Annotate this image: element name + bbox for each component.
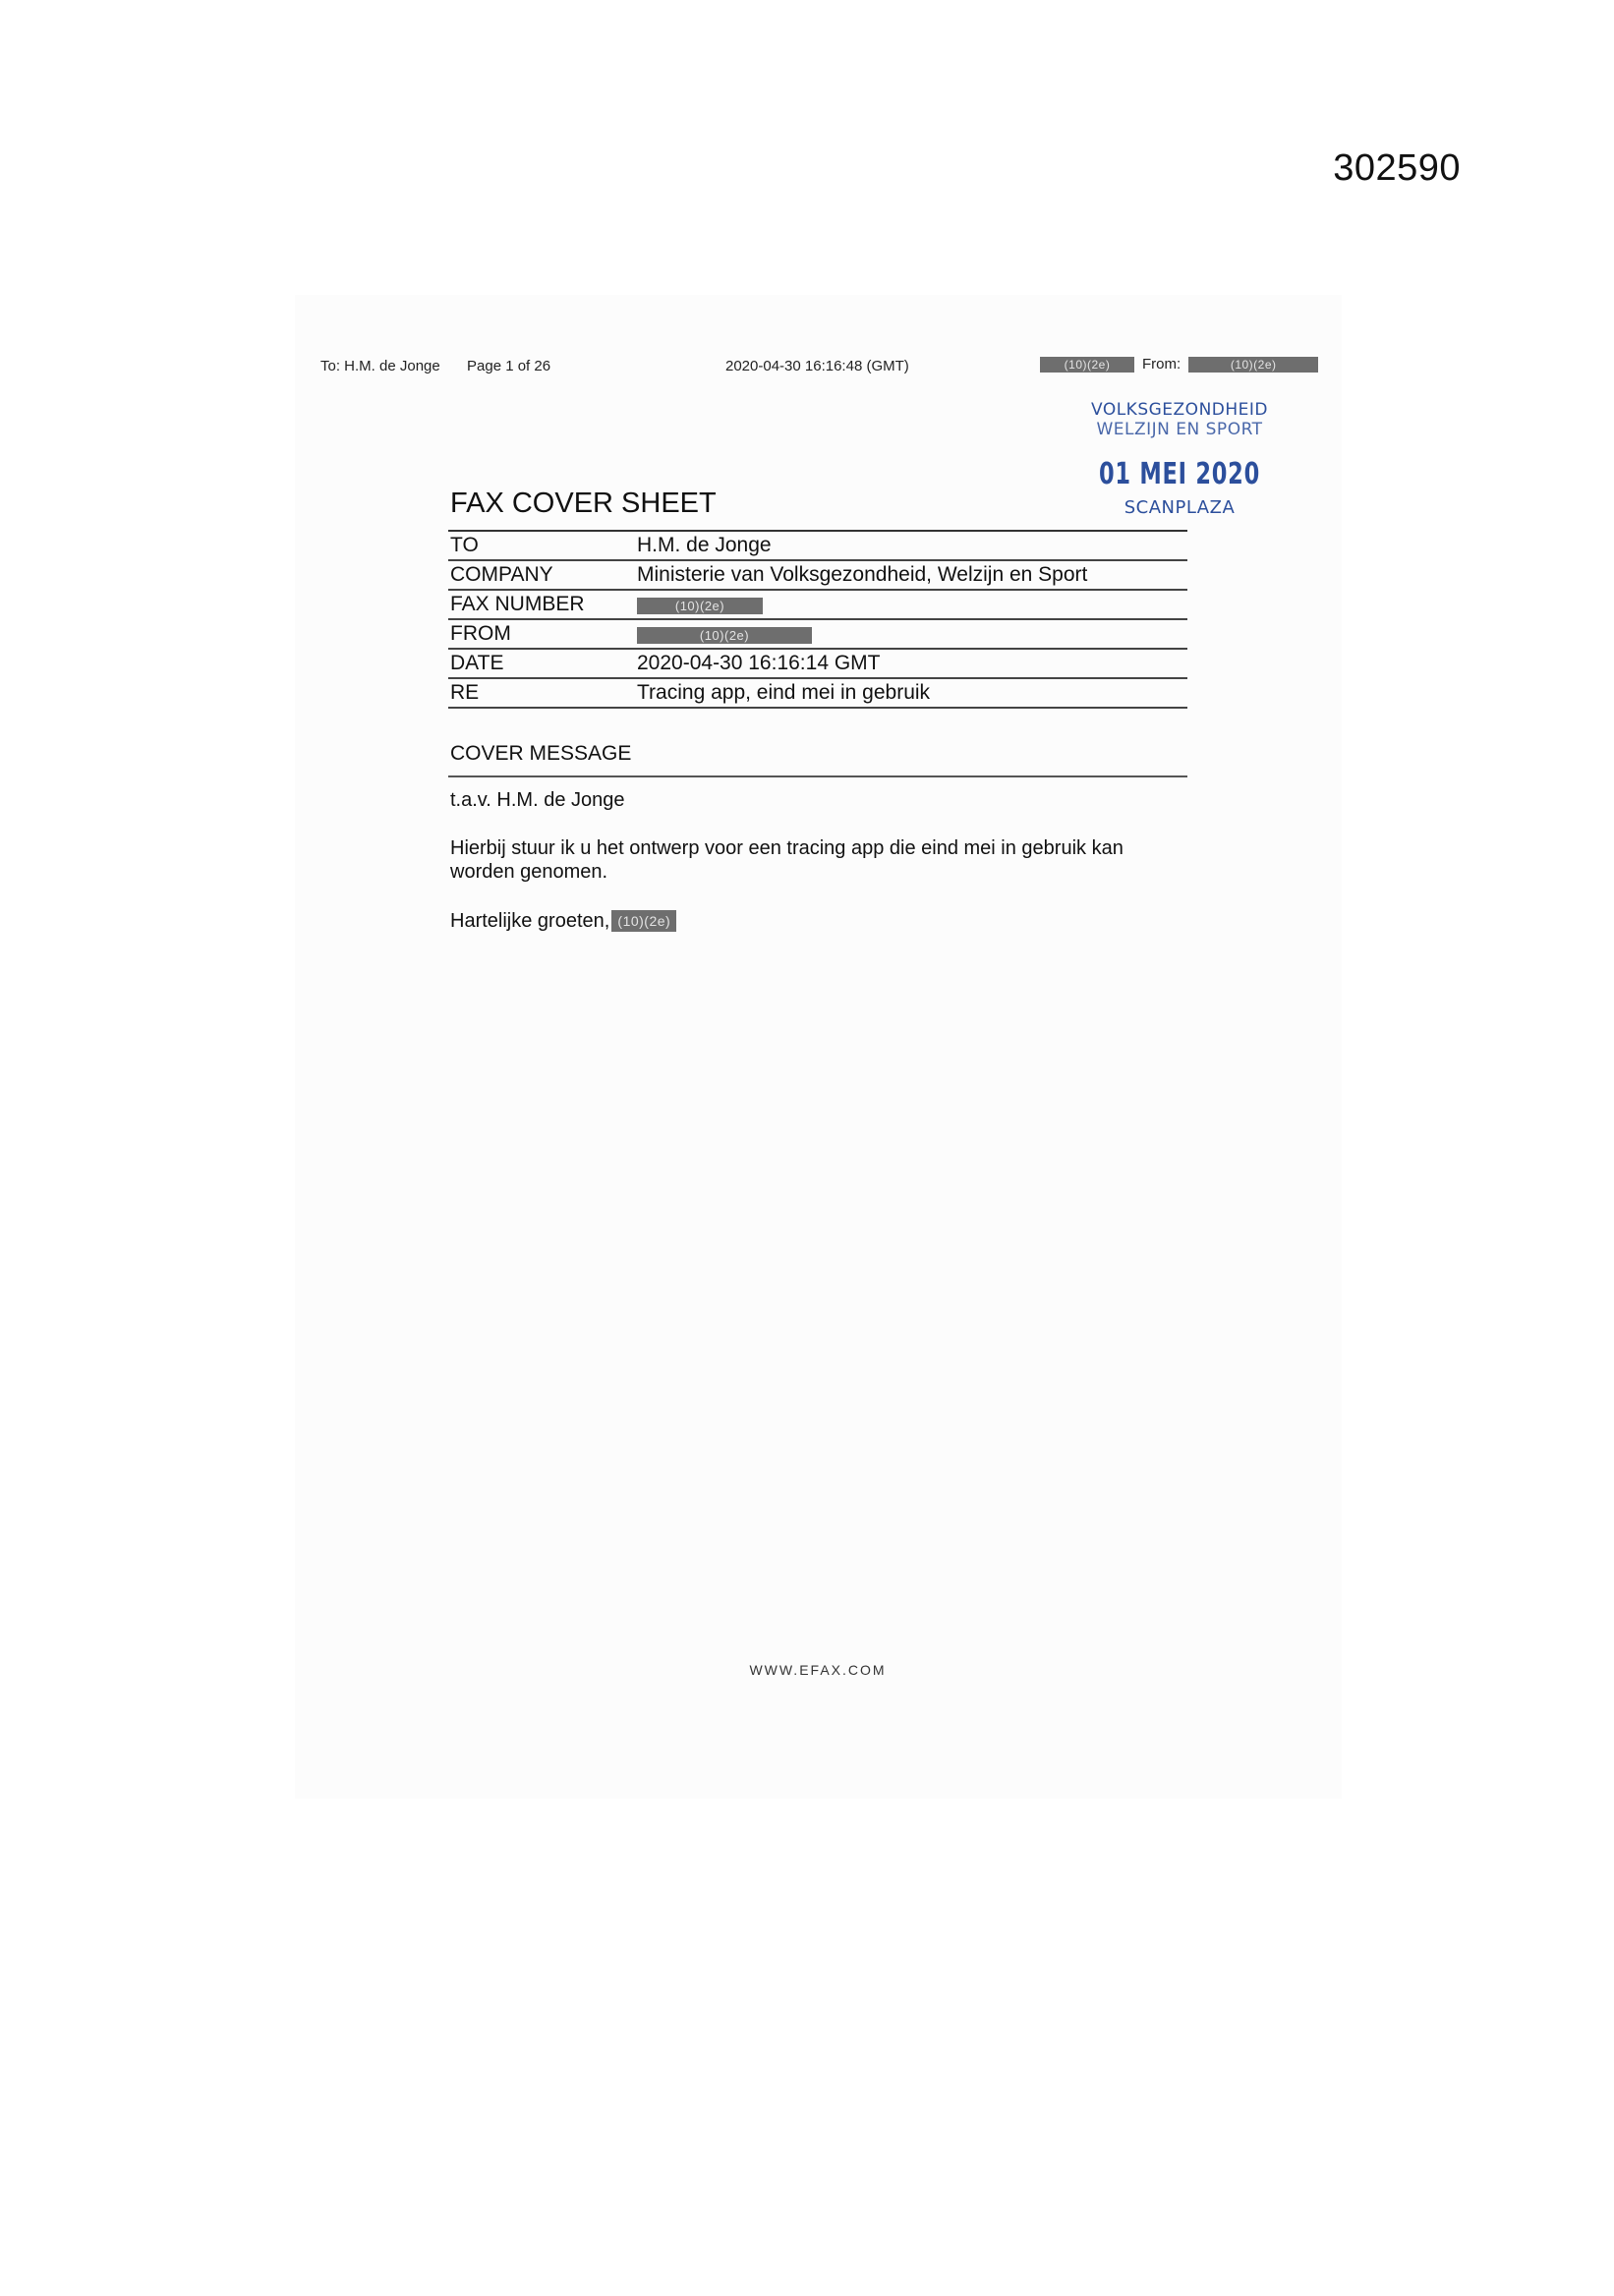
field-value: Ministerie van Volksgezondheid, Welzijn en Sport <box>637 563 1088 586</box>
field-value-wrapper <box>637 622 1187 646</box>
field-value: H.M. de Jonge <box>637 534 772 556</box>
message-closing: Hartelijke groeten, <box>450 910 610 932</box>
fax-number-redaction: (10)(2e) <box>637 598 763 614</box>
cover-message-divider <box>448 775 1187 777</box>
field-label: FAX NUMBER <box>450 593 585 615</box>
stamp-line-department: WELZIJN EN SPORT <box>1096 420 1263 439</box>
header-from-redaction: (10)(2e) <box>1188 357 1318 373</box>
cover-message-heading: COVER MESSAGE <box>450 742 632 765</box>
field-row-to <box>448 532 1187 561</box>
stamp-date: 01 MEI 2020 <box>1099 457 1260 491</box>
field-row-from <box>448 620 1187 650</box>
received-stamp <box>1071 400 1288 518</box>
header-sender-group <box>1040 356 1318 373</box>
from-redaction: (10)(2e) <box>637 627 812 644</box>
cover-sheet-title: FAX COVER SHEET <box>450 488 717 519</box>
stamp-line-ministry: VOLKSGEZONDHEID <box>1091 400 1268 420</box>
field-row-date <box>448 650 1187 679</box>
scanned-page-area <box>295 295 1342 1799</box>
field-row-company <box>448 561 1187 591</box>
field-label: FROM <box>450 622 511 645</box>
header-sender-redaction: (10)(2e) <box>1040 357 1134 373</box>
field-value: Tracing app, eind mei in gebruik <box>637 681 931 704</box>
stamp-line-scanplaza: SCANPLAZA <box>1124 497 1236 518</box>
header-recipient: To: H.M. de Jonge <box>320 358 440 374</box>
field-label: TO <box>450 534 479 556</box>
field-value-wrapper <box>637 593 1187 616</box>
fax-transmission-header <box>0 354 1614 383</box>
field-row-re <box>448 679 1187 709</box>
message-closing-line <box>450 909 1197 933</box>
document-number: 302590 <box>1333 147 1461 189</box>
footer-url: WWW.EFAX.COM <box>749 1662 887 1678</box>
header-from-label: From: <box>1142 356 1182 373</box>
field-row-fax-number <box>448 591 1187 620</box>
header-timestamp: 2020-04-30 16:16:48 (GMT) <box>725 358 909 374</box>
message-salutation: t.a.v. H.M. de Jonge <box>450 789 625 811</box>
field-value: 2020-04-30 16:16:14 GMT <box>637 652 881 674</box>
field-label: DATE <box>450 652 504 674</box>
field-label: COMPANY <box>450 563 553 586</box>
cover-sheet-fields <box>448 530 1187 709</box>
field-label: RE <box>450 681 480 704</box>
signature-redaction: (10)(2e) <box>611 910 676 932</box>
header-page-count: Page 1 of 26 <box>467 358 551 374</box>
message-body: Hierbij stuur ik u het ontwerp voor een tracing app die eind mei in gebruik kan worden genomen. <box>450 837 1124 883</box>
